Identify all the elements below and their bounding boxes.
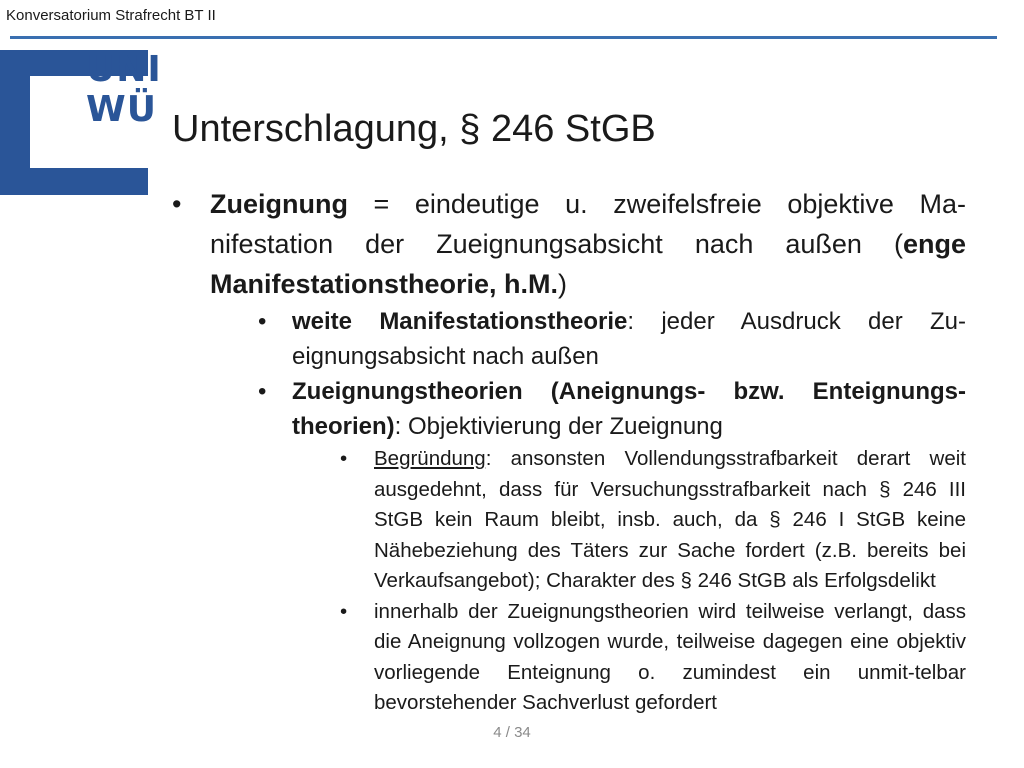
bullet-dot-icon: • bbox=[258, 308, 267, 335]
bullet-dot-icon: • bbox=[340, 447, 348, 470]
bullet-list bbox=[172, 184, 966, 719]
sub-bullet-text: : Objektivierung der Zueignung bbox=[394, 413, 723, 440]
sub-sub-bullet-text: innerhalb der Zueignungstheorien wird teilweise verlangt, dass die Aneignung vollzogen wurde, teilweise dagegen eine objektiv vorliegende Enteignung o. zumindest ein unmit-telbar bevorstehender Sachverlust gefordert bbox=[374, 599, 966, 714]
logo-line-1: UNI bbox=[86, 49, 162, 90]
term-weite-manifestationstheorie: weite Manifestationstheorie bbox=[292, 308, 628, 335]
sub-sub-bullet-list bbox=[336, 444, 966, 719]
sub-bullet-list bbox=[254, 304, 966, 719]
term-zueignung: Zueignung bbox=[210, 189, 348, 219]
term-enge-manifestationstheorie: enge Manifestationstheorie, h.M. bbox=[210, 229, 966, 299]
sub-bullet-zueignungstheorien bbox=[254, 374, 966, 719]
sub-sub-bullet-begruendung bbox=[336, 444, 966, 597]
sub-bullet-text: : jeder Ausdruck der Zu-eignungsabsicht nach außen bbox=[292, 308, 966, 370]
bullet-dot-icon: • bbox=[172, 189, 182, 219]
closing-paren: ) bbox=[558, 269, 568, 299]
header-divider bbox=[10, 36, 997, 39]
slide-title: Unterschlagung, § 246 StGB bbox=[172, 108, 656, 150]
logo-line-2: WÜ bbox=[86, 89, 157, 130]
bullet-dot-icon: • bbox=[258, 378, 267, 405]
logo-lettering bbox=[86, 49, 162, 130]
bullet-item-zueignung bbox=[172, 184, 966, 719]
page-number: 4 / 34 bbox=[493, 724, 531, 741]
sub-bullet-weite-manifestationstheorie bbox=[254, 304, 966, 374]
sub-sub-bullet-text: : ansonsten Vollendungsstrafbarkeit derart weit ausgedehnt, dass für Versuchungsstrafbarkeit nach § 246 III StGB kein Raum bleibt, insb. auch, da § 246 I StGB keine Nähebeziehung des Täters zur Sache fordert (z.B. bereits bei Verkaufsangebot); Charakter des § 246 StGB als Erfolgsdelikt bbox=[374, 447, 966, 592]
sub-sub-bullet-innerhalb bbox=[336, 597, 966, 719]
definition-text: = eindeutige u. zweifelsfreie objektive Ma-nifestation der Zueignungsabsicht nach außen ( bbox=[210, 189, 966, 259]
university-logo bbox=[0, 49, 162, 195]
course-title: Konversatorium Strafrecht BT II bbox=[6, 7, 216, 24]
bullet-dot-icon: • bbox=[340, 599, 348, 623]
term-zueignungstheorien: Zueignungstheorien (Aneignungs- bzw. Enteignungs-theorien) bbox=[292, 378, 966, 440]
term-begruendung: Begründung bbox=[374, 447, 486, 470]
